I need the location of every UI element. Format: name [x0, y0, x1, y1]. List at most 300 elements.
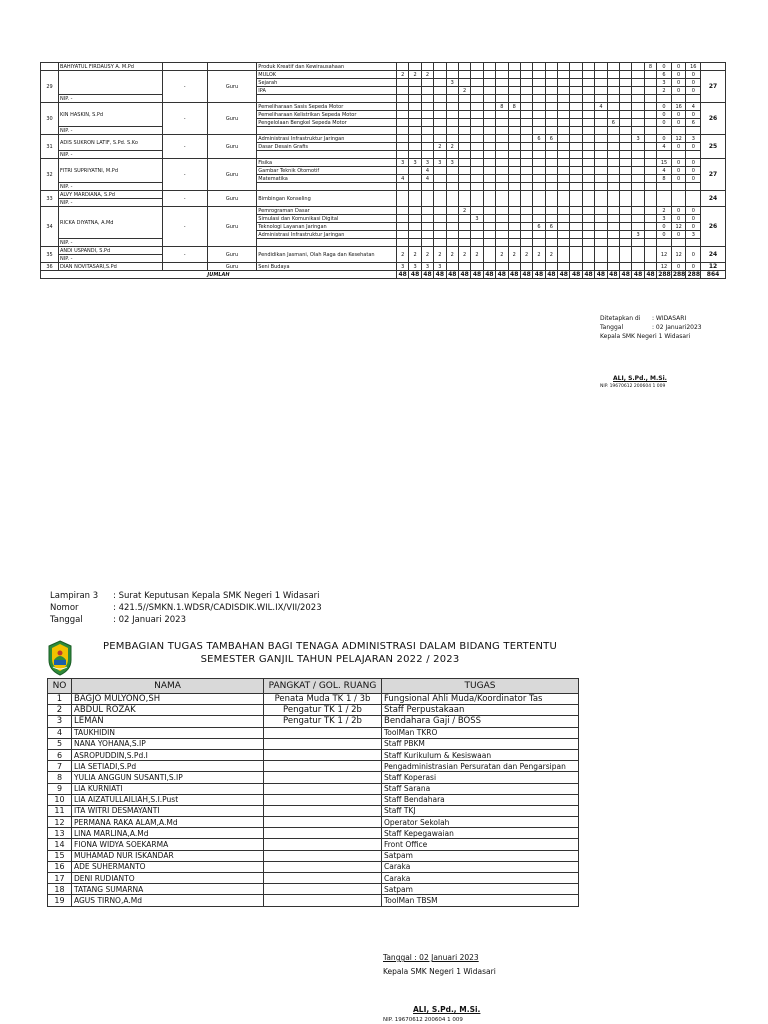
hour-cell — [520, 207, 532, 215]
total-cell: 0 — [686, 247, 701, 263]
hour-cell — [533, 263, 545, 271]
hour-cell — [471, 79, 483, 87]
hour-cell — [558, 95, 570, 103]
staff-rank — [264, 850, 382, 861]
total-cell: 6 — [657, 71, 672, 79]
hour-cell — [434, 79, 446, 87]
hour-cell — [496, 143, 508, 151]
hour-cell — [434, 191, 446, 207]
total-cell: 0 — [671, 71, 686, 79]
attachment-label: Lampiran 3 — [50, 591, 99, 601]
hour-cell — [434, 111, 446, 119]
hour-cell — [471, 143, 483, 151]
schedule-nip-row — [41, 95, 726, 103]
hour-cell — [620, 71, 632, 79]
hour-cell: 8 — [496, 103, 508, 111]
hour-cell — [520, 167, 532, 175]
teacher-nip: NIP. - — [59, 255, 163, 263]
hour-cell — [496, 223, 508, 231]
staff-rank — [264, 805, 382, 816]
hour-cell — [620, 151, 632, 159]
footer-block — [383, 951, 496, 979]
staff-row — [48, 716, 579, 727]
hour-cell — [545, 215, 557, 223]
staff-no: 15 — [48, 850, 72, 861]
hour-cell — [483, 95, 495, 103]
hour-cell — [471, 87, 483, 95]
hour-cell — [483, 207, 495, 215]
hour-cell — [595, 63, 607, 71]
hour-cell: 4 — [396, 175, 408, 183]
hour-cell — [483, 119, 495, 127]
hour-cell — [396, 135, 408, 143]
decree-head-title: Kepala SMK Negeri 1 Widasari — [600, 333, 691, 340]
hour-cell — [533, 79, 545, 87]
hour-cell — [421, 239, 433, 247]
hour-cell — [496, 263, 508, 271]
hour-cell — [421, 87, 433, 95]
schedule-nip-row — [41, 183, 726, 191]
hour-cell — [421, 215, 433, 223]
sum-cell: 48 — [434, 271, 446, 279]
hour-cell — [620, 159, 632, 167]
teacher-rank: - — [162, 71, 207, 103]
subject-name — [257, 239, 397, 247]
teacher-nip: NIP. - — [59, 239, 163, 247]
hour-cell — [644, 207, 656, 215]
hour-cell — [483, 127, 495, 135]
grand-total: 24 — [701, 191, 726, 207]
hour-cell — [607, 191, 619, 207]
hour-cell — [620, 95, 632, 103]
hour-cell — [520, 239, 532, 247]
hour-cell — [471, 119, 483, 127]
teacher-rank — [162, 63, 207, 71]
staff-no: 3 — [48, 716, 72, 727]
hour-cell — [620, 239, 632, 247]
hour-cell: 2 — [421, 247, 433, 263]
teacher-name: BAHIYATUL FIRDAUSY A. M.Pd — [59, 63, 163, 71]
sum-cell: 48 — [409, 271, 421, 279]
hour-cell — [570, 87, 582, 95]
hour-cell — [446, 95, 458, 103]
hour-cell — [471, 183, 483, 191]
hour-cell — [595, 119, 607, 127]
hour-cell: 2 — [508, 247, 520, 263]
total-cell — [657, 191, 672, 207]
teacher-nip: NIP. - — [59, 183, 163, 191]
staff-row — [48, 805, 579, 816]
hour-cell — [483, 167, 495, 175]
hour-cell — [520, 223, 532, 231]
hour-cell — [520, 103, 532, 111]
staff-no: 13 — [48, 828, 72, 839]
hour-cell — [632, 183, 644, 191]
hour-cell — [545, 127, 557, 135]
hour-cell — [582, 119, 594, 127]
staff-row — [48, 895, 579, 906]
hour-cell — [582, 231, 594, 239]
hour-cell: 3 — [434, 263, 446, 271]
hour-cell: 3 — [446, 79, 458, 87]
hour-cell — [396, 239, 408, 247]
total-cell: 2 — [657, 207, 672, 215]
teacher-rank: - — [162, 135, 207, 159]
decree-signer-nip: NIP. 19670612 200604 1 009 — [600, 384, 666, 389]
hour-cell — [508, 135, 520, 143]
hour-cell — [520, 191, 532, 207]
total-cell: 0 — [657, 103, 672, 111]
hour-cell — [520, 159, 532, 167]
teacher-rank: - — [162, 159, 207, 191]
decree-block — [600, 314, 750, 341]
hour-cell: 3 — [421, 263, 433, 271]
hour-cell — [471, 239, 483, 247]
schedule-row — [41, 247, 726, 255]
staff-no: 10 — [48, 794, 72, 805]
hour-cell — [520, 111, 532, 119]
hour-cell — [632, 167, 644, 175]
staff-row — [48, 884, 579, 895]
hour-cell — [558, 215, 570, 223]
total-cell: 16 — [671, 103, 686, 111]
hour-cell — [421, 191, 433, 207]
hour-cell — [396, 127, 408, 135]
staff-task: ToolMan TBSM — [382, 895, 579, 906]
hour-cell — [582, 95, 594, 103]
grand-total — [701, 63, 726, 71]
staff-rank — [264, 738, 382, 749]
hour-cell — [595, 175, 607, 183]
staff-no: 5 — [48, 738, 72, 749]
hour-cell — [434, 215, 446, 223]
hour-cell — [558, 263, 570, 271]
hour-cell — [632, 207, 644, 215]
staff-task: Pengadministrasian Persuratan dan Pengarsipan — [382, 761, 579, 772]
hour-cell — [671, 95, 686, 103]
hour-cell — [632, 119, 644, 127]
hour-cell — [607, 63, 619, 71]
staff-row — [48, 873, 579, 884]
hour-cell — [396, 215, 408, 223]
total-cell: 0 — [686, 167, 701, 175]
hour-cell — [446, 239, 458, 247]
total-cell: 0 — [686, 223, 701, 231]
hour-cell — [434, 231, 446, 239]
hour-cell — [396, 231, 408, 239]
hour-cell — [409, 223, 421, 231]
hour-cell — [458, 159, 470, 167]
hour-cell — [607, 207, 619, 215]
hour-cell — [632, 79, 644, 87]
sum-cell: 48 — [471, 271, 483, 279]
schedule-row — [41, 135, 726, 143]
staff-task: Front Office — [382, 839, 579, 850]
sum-cell: 48 — [533, 271, 545, 279]
hour-cell — [558, 87, 570, 95]
hour-cell — [671, 239, 686, 247]
hour-cell — [409, 183, 421, 191]
hour-cell: 2 — [396, 71, 408, 79]
hour-cell — [558, 207, 570, 215]
total-cell: 12 — [671, 247, 686, 263]
hour-cell — [620, 135, 632, 143]
teacher-rank: - — [162, 247, 207, 263]
hour-cell — [458, 111, 470, 119]
hour-cell — [483, 159, 495, 167]
hour-cell — [632, 63, 644, 71]
hour-cell — [570, 159, 582, 167]
hour-cell — [644, 111, 656, 119]
hour-cell — [446, 103, 458, 111]
sum-cell: 48 — [483, 271, 495, 279]
hour-cell — [508, 263, 520, 271]
hour-cell — [545, 231, 557, 239]
hour-cell — [657, 127, 672, 135]
staff-no: 9 — [48, 783, 72, 794]
hour-cell — [595, 95, 607, 103]
hour-cell — [496, 175, 508, 183]
total-cell: 0 — [671, 175, 686, 183]
hour-cell — [644, 175, 656, 183]
hour-cell: 2 — [496, 247, 508, 263]
hour-cell — [483, 111, 495, 119]
hour-cell — [508, 183, 520, 191]
staff-row — [48, 761, 579, 772]
footer-signer-nip: NIP. 19670612 200604 1 009 — [383, 1017, 463, 1023]
hour-cell — [508, 63, 520, 71]
total-cell: 0 — [671, 231, 686, 239]
hour-cell: 6 — [533, 223, 545, 231]
hour-cell — [607, 215, 619, 223]
hour-cell — [558, 151, 570, 159]
subject-name — [257, 151, 397, 159]
hour-cell — [545, 239, 557, 247]
hour-cell — [620, 215, 632, 223]
total-cell: 3 — [686, 231, 701, 239]
hour-cell — [483, 191, 495, 207]
hour-cell — [520, 119, 532, 127]
hour-cell — [520, 127, 532, 135]
hour-cell — [582, 127, 594, 135]
hour-cell — [632, 127, 644, 135]
staff-name: ABDUL ROZAK — [72, 705, 264, 716]
hour-cell — [508, 159, 520, 167]
hour-cell — [483, 135, 495, 143]
hour-cell — [496, 215, 508, 223]
staff-rank: Penata Muda TK 1 / 3b — [264, 694, 382, 705]
hour-cell — [434, 63, 446, 71]
teacher-role: Guru — [207, 207, 257, 247]
hour-cell — [545, 183, 557, 191]
hour-cell — [421, 143, 433, 151]
hour-cell — [558, 175, 570, 183]
staff-row — [48, 694, 579, 705]
hour-cell — [558, 103, 570, 111]
hour-cell — [496, 151, 508, 159]
hour-cell — [508, 95, 520, 103]
hour-cell — [508, 231, 520, 239]
hour-cell — [558, 231, 570, 239]
hour-cell — [520, 231, 532, 239]
hour-cell — [570, 191, 582, 207]
teacher-role: Guru — [207, 135, 257, 159]
total-cell: 4 — [657, 143, 672, 151]
sum-cell: 48 — [595, 271, 607, 279]
hour-cell: 2 — [421, 71, 433, 79]
schedule-row — [41, 207, 726, 215]
hour-cell — [446, 119, 458, 127]
staff-row — [48, 850, 579, 861]
staff-row — [48, 727, 579, 738]
hour-cell — [458, 127, 470, 135]
schedule-nip-row — [41, 239, 726, 247]
hour-cell — [458, 143, 470, 151]
hour-cell — [595, 71, 607, 79]
hour-cell — [533, 95, 545, 103]
hour-cell — [595, 183, 607, 191]
hour-cell — [446, 151, 458, 159]
hour-cell — [483, 79, 495, 87]
hour-cell — [545, 95, 557, 103]
hour-cell — [545, 71, 557, 79]
subject-name — [257, 95, 397, 103]
staff-no: 7 — [48, 761, 72, 772]
total-cell: 0 — [686, 175, 701, 183]
hour-cell — [471, 223, 483, 231]
hour-cell — [595, 87, 607, 95]
teacher-name: ANDI USPANDI, S.Pd — [59, 247, 163, 255]
hour-cell — [520, 135, 532, 143]
hour-cell — [595, 207, 607, 215]
staff-task: Operator Sekolah — [382, 817, 579, 828]
subject-name — [257, 127, 397, 135]
hour-cell — [508, 191, 520, 207]
hour-cell — [607, 143, 619, 151]
hour-cell — [558, 135, 570, 143]
hour-cell — [409, 127, 421, 135]
hour-cell — [632, 239, 644, 247]
hour-cell — [409, 63, 421, 71]
hour-cell — [496, 71, 508, 79]
hour-cell — [458, 215, 470, 223]
hour-cell — [471, 175, 483, 183]
hour-cell — [644, 263, 656, 271]
hour-cell — [396, 207, 408, 215]
hour-cell — [434, 103, 446, 111]
hour-cell — [620, 191, 632, 207]
hour-cell — [644, 135, 656, 143]
hour-cell — [657, 239, 672, 247]
hour-cell: 2 — [458, 247, 470, 263]
staff-row — [48, 783, 579, 794]
total-cell: 0 — [671, 215, 686, 223]
total-cell: 0 — [657, 223, 672, 231]
staff-name: FIONA WIDYA SOEKARMA — [72, 839, 264, 850]
hour-cell — [582, 159, 594, 167]
teacher-role: Guru — [207, 263, 257, 271]
schedule-row — [41, 71, 726, 79]
sum-cell: 48 — [607, 271, 619, 279]
hour-cell — [607, 223, 619, 231]
hour-cell — [686, 151, 701, 159]
hour-cell — [570, 207, 582, 215]
hour-cell — [632, 151, 644, 159]
sum-cell: 48 — [570, 271, 582, 279]
hour-cell — [483, 87, 495, 95]
hour-cell — [533, 63, 545, 71]
teacher-role: Guru — [207, 159, 257, 191]
hour-cell — [533, 159, 545, 167]
hour-cell — [434, 239, 446, 247]
total-cell: 3 — [686, 135, 701, 143]
hour-cell — [520, 263, 532, 271]
staff-no: 2 — [48, 705, 72, 716]
hour-cell — [558, 79, 570, 87]
hour-cell — [644, 191, 656, 207]
staff-name: DENI RUDIANTO — [72, 873, 264, 884]
staff-name: PERMANA RAKA ALAM,A.Md — [72, 817, 264, 828]
attachment-info — [50, 590, 322, 626]
total-cell: 0 — [686, 143, 701, 151]
hour-cell: 3 — [632, 231, 644, 239]
hour-cell — [545, 151, 557, 159]
hour-cell — [434, 127, 446, 135]
staff-no: 1 — [48, 694, 72, 705]
hour-cell — [644, 71, 656, 79]
hour-cell — [644, 79, 656, 87]
staff-task: Staff Perpustakaan — [382, 705, 579, 716]
hour-cell: 2 — [409, 71, 421, 79]
hour-cell — [446, 263, 458, 271]
hour-cell — [508, 71, 520, 79]
subject-name: Sejarah — [257, 79, 397, 87]
hour-cell — [508, 215, 520, 223]
hour-cell — [458, 79, 470, 87]
hour-cell — [434, 119, 446, 127]
hour-cell — [620, 247, 632, 263]
hour-cell — [595, 159, 607, 167]
hour-cell — [558, 143, 570, 151]
hour-cell — [545, 103, 557, 111]
hour-cell — [545, 159, 557, 167]
hour-cell: 3 — [446, 159, 458, 167]
grand-total: 27 — [701, 159, 726, 191]
hour-cell — [409, 231, 421, 239]
hour-cell — [434, 135, 446, 143]
hour-cell — [396, 63, 408, 71]
hour-cell — [570, 239, 582, 247]
sum-cell: 48 — [545, 271, 557, 279]
hour-cell — [520, 95, 532, 103]
decree-place-label: Ditetapkan di — [600, 315, 641, 322]
teacher-name: ALVY MARDIANA, S.Pd — [59, 191, 163, 199]
staff-task: ToolMan TKRO — [382, 727, 579, 738]
hour-cell — [533, 71, 545, 79]
teacher-nip: NIP. - — [59, 127, 163, 135]
hour-cell — [409, 215, 421, 223]
staff-name: LIA SETIADI,S.Pd — [72, 761, 264, 772]
hour-cell — [632, 95, 644, 103]
staff-no: 18 — [48, 884, 72, 895]
hour-cell: 2 — [533, 247, 545, 263]
hour-cell — [545, 111, 557, 119]
hour-cell — [533, 239, 545, 247]
subject-name: Fisika — [257, 159, 397, 167]
hour-cell — [620, 79, 632, 87]
total-cell — [671, 191, 686, 207]
decree-date-label: Tanggal — [600, 324, 624, 331]
